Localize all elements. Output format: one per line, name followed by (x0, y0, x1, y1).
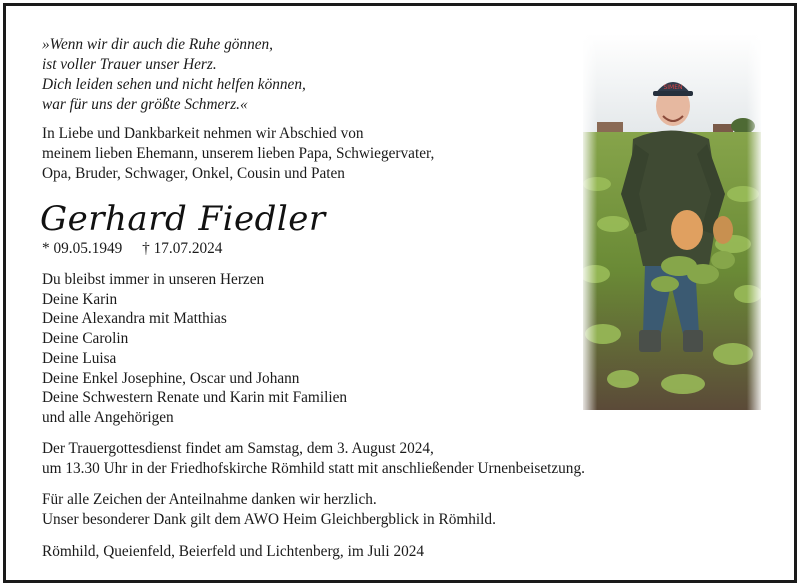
obituary-frame (3, 3, 797, 583)
mourner-line: Deine Luisa (42, 349, 117, 367)
intro-line: meinem lieben Ehemann, unserem lieben Papa, Schwiegervater, (42, 145, 435, 162)
thanks-text (42, 490, 496, 530)
service-line: Der Trauergottesdienst findet am Samstag, dem 3. August 2024, (42, 440, 434, 457)
poem (42, 35, 306, 115)
mourner-line: Deine Alexandra mit Matthias (42, 310, 227, 328)
life-dates (42, 239, 222, 259)
poem-line: Dich leiden sehen und nicht helfen können, (42, 76, 306, 93)
portrait-photo (583, 34, 761, 410)
service-line: um 13.30 Uhr in der Friedhofskirche Römhild statt mit anschließender Urnenbeisetzung. (42, 460, 585, 477)
deceased-name: Gerhard Fiedler (40, 199, 326, 239)
mourner-line: Deine Enkel Josephine, Oscar und Johann (42, 369, 300, 387)
intro-text (42, 124, 434, 184)
place-and-date: Römhild, Queienfeld, Beierfeld und Lichtenberg, im Juli 2024 (42, 543, 425, 560)
portrait-illustration (583, 34, 761, 410)
mourner-line: Deine Carolin (42, 330, 129, 348)
intro-line: In Liebe und Dankbarkeit nehmen wir Abschied von (42, 125, 364, 142)
birth-date: * 09.05.1949 (42, 240, 123, 257)
death-date: † 17.07.2024 (142, 240, 223, 257)
poem-line: war für uns der größte Schmerz.« (42, 96, 248, 113)
thanks-line: Unser besonderer Dank gilt dem AWO Heim Gleichbergblick in Römhild. (42, 511, 496, 528)
mourner-line: Deine Schwestern Renate und Karin mit Familien (42, 389, 348, 407)
mourner-line: Du bleibst immer in unseren Herzen (42, 271, 265, 288)
intro-line: Opa, Bruder, Schwager, Onkel, Cousin und Paten (42, 165, 345, 182)
mourner-line: und alle Angehörigen (42, 408, 174, 426)
poem-line: ist voller Trauer unser Herz. (42, 56, 217, 73)
photo-vignette (583, 34, 761, 410)
thanks-line: Für alle Zeichen der Anteilnahme danken wir herzlich. (42, 491, 377, 508)
mourners-list (42, 270, 347, 428)
funeral-service-info (42, 439, 585, 479)
poem-line: »Wenn wir dir auch die Ruhe gönnen, (42, 36, 273, 53)
mourner-line: Deine Karin (42, 290, 118, 308)
